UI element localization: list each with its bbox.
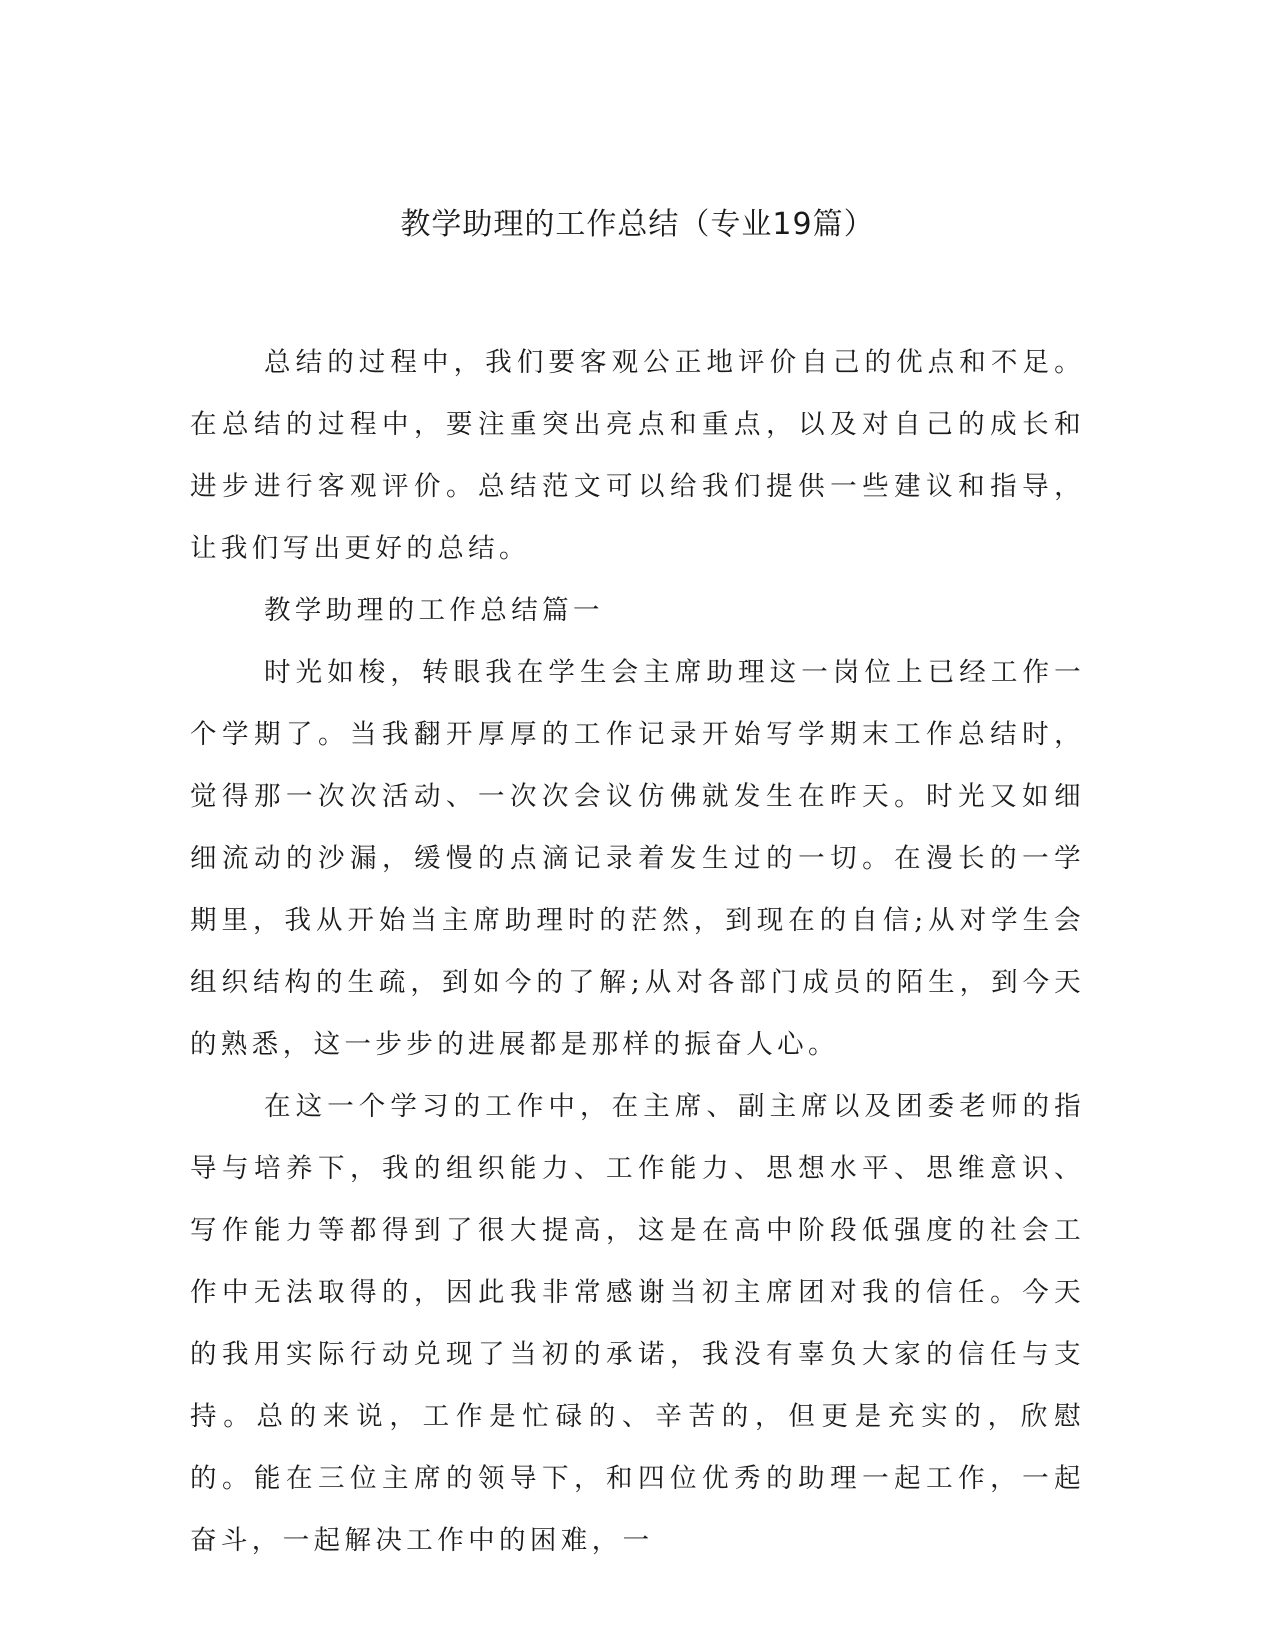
intro-paragraph: 总结的过程中，我们要客观公正地评价自己的优点和不足。在总结的过程中，要注重突出亮点和重点，以及对自己的成长和进步进行客观评价。总结范文可以给我们提供一些建议和指导，让我们写出更好的总结。 — [190, 347, 1085, 564]
document-title: 教学助理的工作总结（专业19篇） — [400, 207, 875, 242]
body-paragraph-2: 在这一个学习的工作中，在主席、副主席以及团委老师的指导与培养下，我的组织能力、工作能力、思想水平、思维意识、写作能力等都得到了很大提高，这是在高中阶段低强度的社会工作中无法取得的，因此我非常感谢当初主席团对我的信任。今天的我用实际行动兑现了当初的承诺，我没有辜负大家的信任与支持。总的来说，工作是忙碌的、辛苦的，但更是充实的，欣慰的。能在三位主席的领导下，和四位优秀的助理一起工作，一起奋斗，一起解决工作中的困难，一 — [190, 1091, 1085, 1556]
body-paragraph-1: 时光如梭，转眼我在学生会主席助理这一岗位上已经工作一个学期了。当我翻开厚厚的工作记录开始写学期末工作总结时，觉得那一次次活动、一次次会议仿佛就发生在昨天。时光又如细细流动的沙漏，缓慢的点滴记录着发生过的一切。在漫长的一学期里，我从开始当主席助理时的茫然，到现在的自信;从对学生会组织结构的生疏，到如今的了解;从对各部门成员的陌生，到今天的熟悉，这一步步的进展都是那样的振奋人心。 — [190, 657, 1085, 1060]
document-body — [190, 332, 1085, 1572]
section-heading: 教学助理的工作总结篇一 — [264, 595, 604, 626]
